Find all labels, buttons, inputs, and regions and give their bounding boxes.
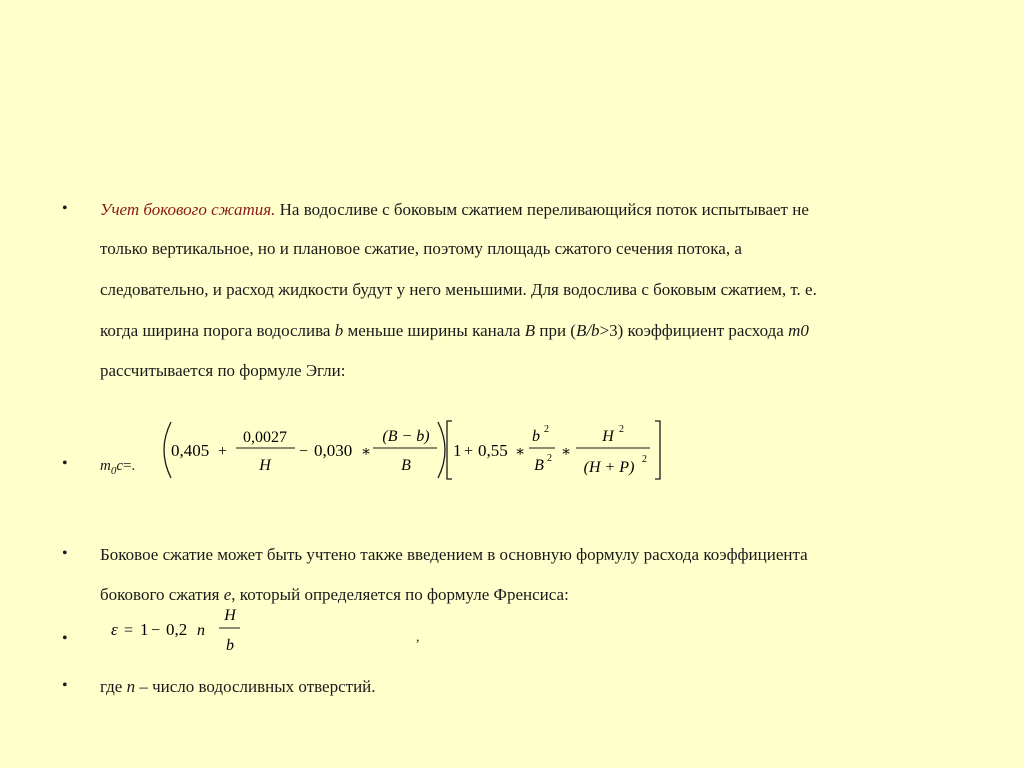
para1-line4-c: меньше ширины канала xyxy=(343,321,525,340)
lhs-eq: =. xyxy=(123,458,136,474)
francis-formula xyxy=(108,604,258,654)
bullet: • xyxy=(62,545,68,562)
frac-den: b xyxy=(226,637,234,654)
frac2-num: (B − b) xyxy=(382,428,430,445)
frac4-den-exp: 2 xyxy=(642,454,647,465)
close-bracket xyxy=(655,421,660,479)
frac3-den: B xyxy=(534,457,544,474)
op-minus: − xyxy=(151,622,161,639)
para1-line4-g: >3) коэффициент расхода xyxy=(599,321,789,340)
para2-line2 xyxy=(100,585,569,605)
para2-line2-a: бокового сжатия xyxy=(100,585,224,604)
const-0405: 0,405 xyxy=(171,441,210,460)
egli-formula xyxy=(155,418,675,488)
formula1-lhs xyxy=(100,456,135,481)
var-n: n xyxy=(126,677,136,696)
op-minus: − xyxy=(299,443,309,460)
frac4-num: H xyxy=(602,428,614,445)
para1-line4-a: когда ширина порога водослива xyxy=(100,321,335,340)
para1-line1-text: На водосливе с боковым сжатием переливающийся поток испытывает не xyxy=(275,200,809,219)
const-055: 0,55 xyxy=(478,441,508,460)
para1-line3: следовательно, и расход жидкости будут у него меньшими. Для водослива с боковым сжатием, т. е. xyxy=(100,280,817,299)
frac2-den: B xyxy=(401,457,411,474)
bullet: • xyxy=(62,200,68,217)
para2-line2-c: , который определяется по формуле Френсиса: xyxy=(231,585,569,604)
lhs-c: c xyxy=(116,458,124,474)
open-paren xyxy=(164,422,171,478)
close-paren xyxy=(438,422,445,478)
frac3-num: b xyxy=(532,428,540,445)
var-e: е xyxy=(223,585,232,604)
frac4-den: (H + P) xyxy=(583,459,635,476)
para1-line2: только вертикальное, но и плановое сжатие, поэтому площадь сжатого сечения потока, а xyxy=(100,239,742,258)
op-mul: ∗ xyxy=(361,444,372,460)
para1-line5: рассчитывается по формуле Эгли: xyxy=(100,361,346,380)
bullet: • xyxy=(62,630,68,647)
const-1: 1 xyxy=(453,441,462,460)
const-02: 0,2 xyxy=(166,620,188,639)
op-mul: ∗ xyxy=(515,444,526,460)
ratio-Bb: B/b xyxy=(575,321,600,340)
var-epsilon: ε xyxy=(111,620,118,639)
var-m0: m0 xyxy=(788,321,809,340)
lhs-sub: 0 xyxy=(110,465,117,477)
para2-line1: Боковое сжатие может быть учтено также введением в основную формулу расхода коэффициента xyxy=(100,545,808,564)
frac4-num-exp: 2 xyxy=(619,424,624,435)
frac1-num: 0,0027 xyxy=(243,429,287,446)
frac-num: H xyxy=(224,607,236,624)
para3-line xyxy=(100,677,376,697)
para1-line1 xyxy=(100,200,809,220)
para1-intro: Учет бокового сжатия. xyxy=(100,200,276,219)
para3-a: где xyxy=(100,677,127,696)
op-plus: + xyxy=(464,443,474,460)
frac1-den: H xyxy=(259,457,271,474)
var-b: b xyxy=(334,321,344,340)
bullet: • xyxy=(62,455,68,472)
const-1: 1 xyxy=(140,620,149,639)
open-bracket xyxy=(447,421,452,479)
formula2-comma: , xyxy=(416,630,420,645)
op-mul: ∗ xyxy=(561,444,572,460)
frac3-den-exp: 2 xyxy=(547,453,552,464)
bullet: • xyxy=(62,677,68,694)
lhs-m: m xyxy=(100,458,111,474)
frac3-num-exp: 2 xyxy=(544,424,549,435)
var-n: n xyxy=(197,622,205,639)
var-B: B xyxy=(524,321,536,340)
op-eq: = xyxy=(124,622,134,639)
op-plus: + xyxy=(218,443,228,460)
const-0030: 0,030 xyxy=(314,441,353,460)
para1-line4-e: при ( xyxy=(535,321,576,340)
para3-c: – число водосливных отверстий. xyxy=(135,677,376,696)
para1-line4 xyxy=(100,321,809,341)
